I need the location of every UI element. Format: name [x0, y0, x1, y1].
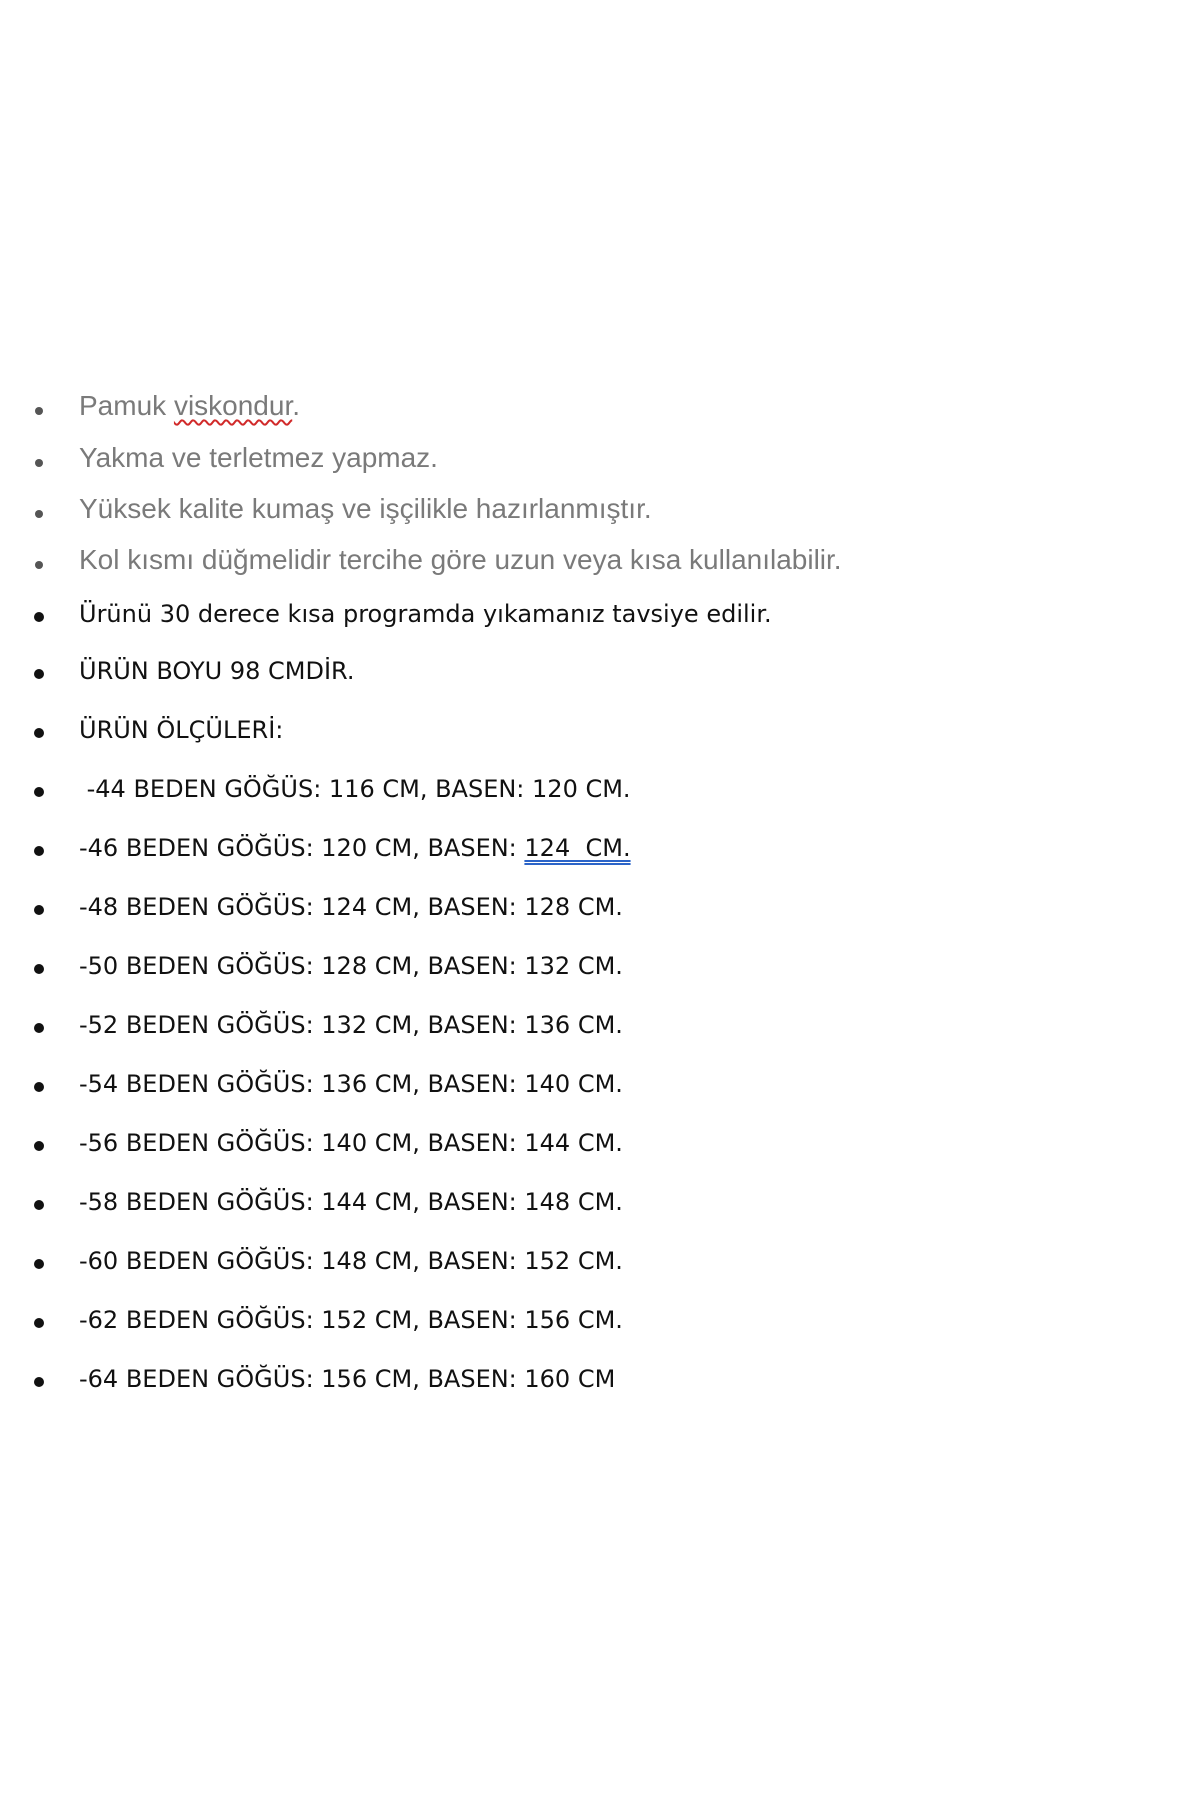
bullet-dot-icon [34, 1318, 44, 1328]
size-item [0, 825, 1200, 875]
size-item [0, 1002, 1200, 1052]
bullet-text: Yüksek kalite kumaş ve işçilikle hazırlanmıştır. [79, 493, 652, 524]
bullet-dot-icon [34, 1082, 44, 1092]
size-text: -62 BEDEN GÖĞÜS: 152 CM, BASEN: 156 CM. [79, 1306, 623, 1334]
bullet-dot-icon [34, 612, 44, 622]
bullet-dot-icon [34, 1259, 44, 1269]
bullet-dot-icon [34, 964, 44, 974]
size-item [0, 884, 1200, 934]
bullet-text: ÜRÜN ÖLÇÜLERİ: [79, 716, 284, 744]
bullet-dot-icon [35, 459, 43, 467]
bullet-dot-icon [34, 1377, 44, 1387]
bullet-text: Pamuk viskondur. [79, 390, 301, 421]
size-text: -64 BEDEN GÖĞÜS: 156 CM, BASEN: 160 CM [79, 1365, 616, 1393]
size-text: -60 BEDEN GÖĞÜS: 148 CM, BASEN: 152 CM. [79, 1247, 623, 1275]
bullet-dot-icon [35, 407, 43, 415]
bullet-dot-icon [34, 669, 44, 679]
bullet-text: Ürünü 30 derece kısa programda yıkamanız tavsiye edilir. [79, 600, 772, 628]
bullet-dot-icon [34, 846, 44, 856]
size-text: -46 BEDEN GÖĞÜS: 120 CM, BASEN: 124 CM. [79, 834, 631, 862]
size-item [0, 1238, 1200, 1288]
size-item [0, 766, 1200, 816]
size-text: -58 BEDEN GÖĞÜS: 144 CM, BASEN: 148 CM. [79, 1188, 623, 1216]
bullet-dot-icon [34, 728, 44, 738]
bullet-item [0, 539, 1200, 589]
size-text: -52 BEDEN GÖĞÜS: 132 CM, BASEN: 136 CM. [79, 1011, 623, 1039]
bullet-item [0, 648, 1200, 698]
bullet-dot-icon [35, 561, 43, 569]
size-item [0, 1356, 1200, 1406]
bullet-item [0, 385, 1200, 435]
size-item [0, 1061, 1200, 1111]
size-text: -50 BEDEN GÖĞÜS: 128 CM, BASEN: 132 CM. [79, 952, 623, 980]
size-text: -54 BEDEN GÖĞÜS: 136 CM, BASEN: 140 CM. [79, 1070, 623, 1098]
bullet-text: ÜRÜN BOYU 98 CMDİR. [79, 657, 355, 685]
bullet-dot-icon [34, 905, 44, 915]
size-text: -56 BEDEN GÖĞÜS: 140 CM, BASEN: 144 CM. [79, 1129, 623, 1157]
bullet-dot-icon [35, 510, 43, 518]
bullet-dot-icon [34, 787, 44, 797]
size-item [0, 1297, 1200, 1347]
grammar-underlined-text[interactable]: 124 CM. [524, 834, 631, 862]
bullet-dot-icon [34, 1141, 44, 1151]
size-item [0, 1120, 1200, 1170]
bullet-dot-icon [34, 1200, 44, 1210]
size-item [0, 1179, 1200, 1229]
bullet-dot-icon [34, 1023, 44, 1033]
size-text: -44 BEDEN GÖĞÜS: 116 CM, BASEN: 120 CM. [79, 775, 631, 803]
size-text: -48 BEDEN GÖĞÜS: 124 CM, BASEN: 128 CM. [79, 893, 623, 921]
bullet-item [0, 437, 1200, 487]
bullet-item [0, 707, 1200, 757]
bullet-text: Kol kısmı düğmelidir tercihe göre uzun veya kısa kullanılabilir. [79, 544, 842, 575]
bullet-item [0, 591, 1200, 641]
bullet-item [0, 488, 1200, 538]
size-item [0, 943, 1200, 993]
spellcheck-underlined-word[interactable]: viskondur [173, 390, 293, 421]
bullet-text: Yakma ve terletmez yapmaz. [79, 442, 438, 473]
